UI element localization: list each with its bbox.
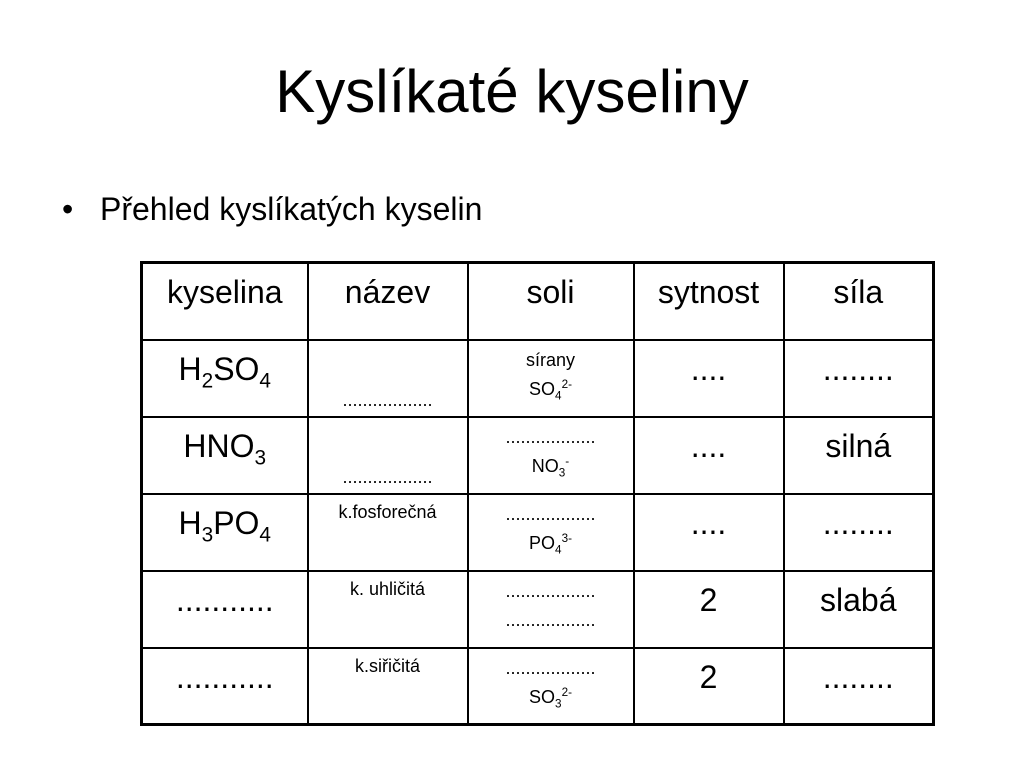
name-text: k.fosforečná: [338, 501, 437, 522]
valency-text: ....: [690, 350, 727, 387]
valency-cell: [634, 648, 784, 725]
header-text: kyselina: [166, 274, 283, 310]
salt-formula: $SO_4^{2-}$: [529, 378, 572, 403]
valency-cell: [634, 571, 784, 648]
strength-cell: [784, 648, 934, 725]
header-text: sytnost: [657, 274, 760, 310]
valency-cell: [634, 494, 784, 571]
header-cell: [468, 263, 634, 340]
salt-name: ..................: [505, 580, 596, 601]
salt-formula: $SO_3^{2-}$: [529, 686, 572, 711]
strength-cell: [784, 417, 934, 494]
strength-text: slabá: [820, 581, 897, 618]
valency-text: ....: [690, 427, 727, 464]
bullet-dot: •: [62, 191, 74, 227]
salt-name: ..................: [505, 503, 596, 524]
salt-name: sírany: [525, 349, 576, 370]
acid-cell: [142, 571, 308, 648]
slide-title: Kyslíkaté kyseliny: [275, 58, 749, 125]
header-text: soli: [526, 274, 575, 310]
table-row: [142, 417, 934, 494]
strength-cell: [784, 494, 934, 571]
header-text: název: [344, 274, 431, 310]
salt-cell: [468, 571, 634, 648]
valency-cell: [634, 340, 784, 417]
strength-text: ........: [822, 350, 894, 387]
name-cell: [308, 494, 468, 571]
header-cell: [634, 263, 784, 340]
name-text: k. uhličitá: [349, 578, 426, 599]
table-header-row: [142, 263, 934, 340]
acid-formula: ...........: [175, 581, 274, 618]
salt-formula: $NO_3^-$: [531, 455, 570, 480]
salt-cell: [468, 648, 634, 725]
name-text: ..................: [342, 389, 433, 410]
name-cell: [308, 417, 468, 494]
table-row: [142, 571, 934, 648]
acid-formula: $H_3PO_4$: [178, 504, 271, 546]
valency-text: ....: [690, 504, 727, 541]
salt-formula: ..................: [505, 610, 596, 631]
strength-text: silná: [825, 427, 892, 464]
header-cell: [142, 263, 308, 340]
valency-text: 2: [699, 658, 718, 695]
acid-formula: $HNO_3$: [183, 427, 267, 469]
acid-formula: $H_2SO_4$: [178, 350, 271, 392]
name-cell: [308, 340, 468, 417]
acid-cell: [142, 494, 308, 571]
salt-name: ..................: [505, 426, 596, 447]
strength-cell: [784, 571, 934, 648]
table-row: [142, 648, 934, 725]
acid-cell: [142, 340, 308, 417]
header-text: síla: [833, 274, 884, 310]
valency-text: 2: [699, 581, 718, 618]
salt-formula: $PO_4^{3-}$: [529, 532, 572, 557]
table-row: [142, 340, 934, 417]
strength-text: ........: [822, 658, 894, 695]
name-text: k.siřičitá: [354, 655, 420, 676]
strength-text: ........: [822, 504, 894, 541]
acid-cell: [142, 417, 308, 494]
valency-cell: [634, 417, 784, 494]
acid-formula: ...........: [175, 658, 274, 695]
acids-table: [140, 261, 935, 726]
table-row: [142, 494, 934, 571]
acid-cell: [142, 648, 308, 725]
salt-cell: [468, 417, 634, 494]
strength-cell: [784, 340, 934, 417]
header-cell: [784, 263, 934, 340]
name-cell: [308, 648, 468, 725]
name-text: ..................: [342, 466, 433, 487]
salt-cell: [468, 494, 634, 571]
bullet-item: [62, 193, 482, 225]
salt-name: ..................: [505, 657, 596, 678]
header-cell: [308, 263, 468, 340]
salt-cell: [468, 340, 634, 417]
bullet-text: Přehled kyslíkatých kyselin: [100, 191, 483, 227]
name-cell: [308, 571, 468, 648]
